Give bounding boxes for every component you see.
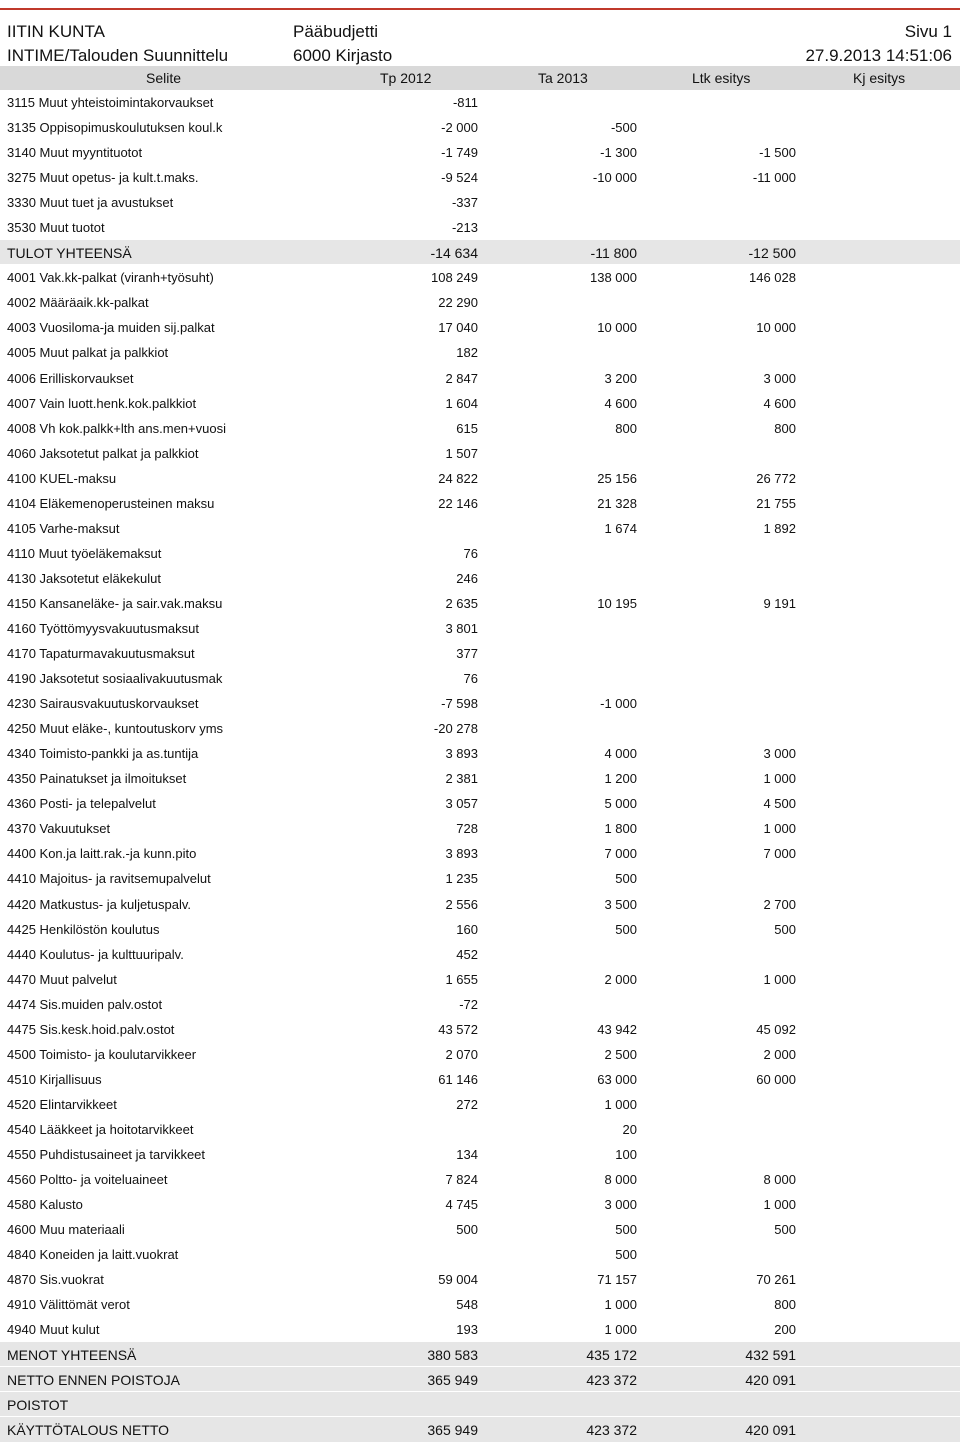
cell-ltk-esitys: 432 591 <box>745 1347 796 1364</box>
table-row <box>0 315 960 340</box>
row-label: 4060 Jaksotetut palkat ja palkkiot <box>7 445 199 461</box>
row-label: 4005 Muut palkat ja palkkiot <box>7 345 169 361</box>
row-label: 4520 Elintarvikkeet <box>7 1096 117 1112</box>
cell-tp2012: 7 824 <box>445 1172 478 1188</box>
row-label: 4150 Kansaneläke- ja sair.vak.maksu <box>7 595 223 611</box>
column-header-row <box>0 66 960 90</box>
row-label: 4104 Eläkemenoperusteinen maksu <box>7 495 215 511</box>
cell-ltk-esitys: 3 000 <box>763 370 796 386</box>
cell-ta2013: -1 000 <box>600 696 637 712</box>
table-row <box>0 1217 960 1242</box>
report-datetime: 27.9.2013 14:51:06 <box>805 46 952 65</box>
department-name: INTIME/Talouden Suunnittelu <box>7 46 229 65</box>
cell-ltk-esitys: 1 892 <box>763 520 796 536</box>
cell-tp2012: 246 <box>456 570 478 586</box>
cell-tp2012: 272 <box>456 1096 478 1112</box>
cell-tp2012: 108 249 <box>431 270 478 286</box>
table-row <box>0 1142 960 1167</box>
cell-tp2012: 24 822 <box>438 470 478 486</box>
cell-ta2013: 25 156 <box>597 470 637 486</box>
table-row <box>0 416 960 441</box>
cell-ta2013: 10 195 <box>597 595 637 611</box>
row-label: 4350 Painatukset ja ilmoitukset <box>7 771 187 787</box>
row-label: 4160 Työttömyysvakuutusmaksut <box>7 620 199 636</box>
table-row <box>0 1317 960 1342</box>
table-row <box>0 290 960 315</box>
row-label: 4870 Sis.vuokrat <box>7 1272 104 1288</box>
table-row <box>0 1042 960 1067</box>
cell-ltk-esitys: 10 000 <box>756 320 796 336</box>
cell-ta2013: 1 000 <box>604 1297 637 1313</box>
cell-tp2012: 1 655 <box>445 971 478 987</box>
table-row <box>0 741 960 766</box>
cell-tp2012: 17 040 <box>438 320 478 336</box>
report-title: Pääbudjetti <box>293 22 379 41</box>
row-label: 4360 Posti- ja telepalvelut <box>7 796 156 812</box>
table-row <box>0 716 960 741</box>
row-label: 3530 Muut tuotot <box>7 220 105 236</box>
cell-ta2013: 20 <box>622 1121 637 1137</box>
table-row <box>0 466 960 491</box>
cell-tp2012: -20 278 <box>433 721 478 737</box>
cell-ltk-esitys: 2 700 <box>763 896 796 912</box>
cell-ta2013: 1 000 <box>604 1096 637 1112</box>
cell-tp2012: -1 749 <box>441 145 478 161</box>
table-row <box>0 165 960 190</box>
cell-ta2013: 3 200 <box>604 370 637 386</box>
cell-tp2012: 2 635 <box>445 595 478 611</box>
cell-ltk-esitys: 420 091 <box>745 1422 796 1439</box>
table-row <box>0 90 960 115</box>
cell-ta2013: 1 800 <box>604 821 637 837</box>
cell-tp2012: -811 <box>452 95 478 110</box>
cell-tp2012: 4 745 <box>445 1197 478 1213</box>
cell-ta2013: 71 157 <box>597 1272 637 1288</box>
col-header-ltk: Ltk esitys <box>692 70 751 86</box>
cell-ltk-esitys: -12 500 <box>748 245 796 262</box>
row-label: MENOT YHTEENSÄ <box>7 1347 137 1364</box>
cell-tp2012: -2 000 <box>441 120 478 136</box>
cell-ltk-esitys: 2 000 <box>763 1046 796 1062</box>
col-header-tp2012: Tp 2012 <box>380 70 432 86</box>
row-label: 4420 Matkustus- ja kuljetuspalv. <box>7 896 192 912</box>
cell-ltk-esitys: -11 000 <box>752 170 796 186</box>
row-label: 4003 Vuosiloma-ja muiden sij.palkat <box>7 320 215 336</box>
table-row <box>0 541 960 566</box>
row-label: 4008 Vh kok.palkk+lth ans.men+vuosi <box>7 420 226 436</box>
cell-ta2013: 100 <box>615 1146 637 1162</box>
cell-ta2013: 10 000 <box>597 320 637 336</box>
cell-ta2013: 423 372 <box>586 1422 637 1439</box>
cell-ltk-esitys: 500 <box>774 1222 796 1238</box>
cell-ltk-esitys: 1 000 <box>763 1197 796 1213</box>
cell-ltk-esitys: 60 000 <box>756 1071 796 1087</box>
budget-table <box>0 90 960 1443</box>
cell-ta2013: -11 800 <box>590 245 637 262</box>
row-label: 4250 Muut eläke-, kuntoutuskorv yms <box>7 721 224 737</box>
row-label: 4190 Jaksotetut sosiaalivakuutusmak <box>7 671 223 687</box>
table-row <box>0 516 960 541</box>
page-number: Sivu 1 <box>904 22 952 41</box>
cell-tp2012: 193 <box>456 1322 478 1338</box>
row-label: KÄYTTÖTALOUS NETTO <box>7 1422 170 1439</box>
cell-ltk-esitys: 500 <box>774 921 796 937</box>
row-label: 4474 Sis.muiden palv.ostot <box>7 996 163 1012</box>
cell-ltk-esitys: 9 191 <box>763 595 796 611</box>
cell-tp2012: -337 <box>451 195 478 211</box>
row-label: 4560 Poltto- ja voiteluaineet <box>7 1172 168 1188</box>
cell-ltk-esitys: 3 000 <box>763 746 796 762</box>
cell-tp2012: 3 893 <box>445 846 478 862</box>
cell-tp2012: 160 <box>456 921 478 937</box>
cell-ltk-esitys: 7 000 <box>763 846 796 862</box>
table-row <box>0 1267 960 1292</box>
cell-tp2012: 365 949 <box>427 1422 478 1439</box>
table-row <box>0 1242 960 1267</box>
cell-tp2012: 61 146 <box>438 1071 478 1087</box>
table-row <box>0 215 960 240</box>
cell-tp2012: 59 004 <box>438 1272 478 1288</box>
row-label: 3135 Oppisopimuskoulutuksen koul.k <box>7 120 223 136</box>
cell-ta2013: 5 000 <box>604 796 637 812</box>
cell-tp2012: 3 893 <box>445 746 478 762</box>
row-label: 3275 Muut opetus- ja kult.t.maks. <box>7 170 199 186</box>
table-row <box>0 1067 960 1092</box>
cell-ltk-esitys: 800 <box>774 1297 796 1313</box>
table-total-row <box>0 1392 960 1417</box>
table-row <box>0 866 960 891</box>
table-row <box>0 491 960 516</box>
cell-tp2012: 43 572 <box>438 1021 478 1037</box>
cell-ta2013: 2 000 <box>604 971 637 987</box>
table-row <box>0 340 960 365</box>
table-row <box>0 591 960 616</box>
cell-tp2012: 22 146 <box>438 495 478 511</box>
table-row <box>0 1167 960 1192</box>
table-row <box>0 791 960 816</box>
cell-tp2012: 2 847 <box>445 370 478 386</box>
table-row <box>0 366 960 391</box>
cell-ta2013: 4 000 <box>604 746 637 762</box>
table-row <box>0 816 960 841</box>
cell-tp2012: 728 <box>456 821 478 837</box>
cell-tp2012: 76 <box>463 545 478 561</box>
row-label: 4510 Kirjallisuus <box>7 1071 102 1087</box>
table-row <box>0 140 960 165</box>
row-label: 4910 Välittömät verot <box>7 1297 130 1313</box>
table-row <box>0 115 960 140</box>
table-row <box>0 1092 960 1117</box>
cell-tp2012: 22 290 <box>438 295 478 311</box>
cell-tp2012: 548 <box>456 1297 478 1313</box>
row-label: NETTO ENNEN POISTOJA <box>7 1372 180 1389</box>
cell-ta2013: 500 <box>615 921 637 937</box>
table-row <box>0 1117 960 1142</box>
table-row <box>0 992 960 1017</box>
cell-ta2013: -10 000 <box>592 170 637 186</box>
cell-tp2012: -213 <box>451 220 478 236</box>
table-row <box>0 265 960 290</box>
cell-ta2013: 423 372 <box>586 1372 637 1389</box>
row-label: 4425 Henkilöstön koulutus <box>7 921 160 937</box>
row-label: 4410 Majoitus- ja ravitsemupalvelut <box>7 871 211 887</box>
cell-ta2013: 1 200 <box>604 771 637 787</box>
cell-ltk-esitys: 1 000 <box>763 821 796 837</box>
row-label: 3115 Muut yhteistoimintakorvaukset <box>7 95 214 110</box>
cell-tp2012: 380 583 <box>427 1347 478 1364</box>
cell-tp2012: 182 <box>456 345 478 361</box>
table-row <box>0 666 960 691</box>
table-row <box>0 641 960 666</box>
table-row <box>0 391 960 416</box>
row-label: 3140 Muut myyntituotot <box>7 145 143 161</box>
col-header-selite: Selite <box>146 70 182 86</box>
row-label: 3330 Muut tuet ja avustukset <box>7 195 174 211</box>
cell-ta2013: -500 <box>610 120 637 136</box>
cell-ta2013: 3 500 <box>604 896 637 912</box>
cell-ta2013: 21 328 <box>597 495 637 511</box>
cell-tp2012: 1 507 <box>445 445 478 461</box>
cell-ltk-esitys: 146 028 <box>749 270 796 286</box>
table-row <box>0 841 960 866</box>
table-total-row <box>0 1342 960 1367</box>
cell-tp2012: 76 <box>463 671 478 687</box>
cell-ltk-esitys: 1 000 <box>763 771 796 787</box>
row-label: 4340 Toimisto-pankki ja as.tuntija <box>7 746 199 762</box>
table-row <box>0 616 960 641</box>
table-row <box>0 566 960 591</box>
cell-tp2012: 2 556 <box>445 896 478 912</box>
cell-ta2013: 138 000 <box>590 270 637 286</box>
cell-ltk-esitys: 21 755 <box>756 495 796 511</box>
accent-line-right <box>700 8 960 10</box>
table-row <box>0 691 960 716</box>
row-label: POISTOT <box>7 1397 69 1414</box>
row-label: 4110 Muut työeläkemaksut <box>7 545 162 561</box>
table-row <box>0 190 960 215</box>
cell-ta2013: 8 000 <box>604 1172 637 1188</box>
row-label: 4475 Sis.kesk.hoid.palv.ostot <box>7 1021 175 1037</box>
org-name: IITIN KUNTA <box>7 22 105 41</box>
cell-tp2012: 1 235 <box>445 871 478 887</box>
cell-tp2012: -9 524 <box>441 170 478 186</box>
cell-ta2013: 4 600 <box>604 395 637 411</box>
cell-ta2013: 435 172 <box>586 1347 637 1364</box>
row-label: 4130 Jaksotetut eläkekulut <box>7 570 161 586</box>
row-label: 4440 Koulutus- ja kulttuuripalv. <box>7 946 184 962</box>
row-label: 4170 Tapaturmavakuutusmaksut <box>7 646 195 662</box>
row-label: 4105 Varhe-maksut <box>7 520 120 536</box>
cell-ltk-esitys: 420 091 <box>745 1372 796 1389</box>
table-total-row <box>0 240 960 265</box>
cell-tp2012: 3 801 <box>445 620 478 636</box>
cell-ta2013: 1 674 <box>604 520 637 536</box>
cell-ta2013: 500 <box>615 871 637 887</box>
cell-ta2013: 800 <box>615 420 637 436</box>
cell-ltk-esitys: 1 000 <box>763 971 796 987</box>
row-label: 4550 Puhdistusaineet ja tarvikkeet <box>7 1146 206 1162</box>
cell-tp2012: -72 <box>459 996 478 1012</box>
row-label: 4001 Vak.kk-palkat (viranh+työsuht) <box>7 270 214 286</box>
unit-name: 6000 Kirjasto <box>293 46 393 65</box>
cell-tp2012: 2 381 <box>445 771 478 787</box>
cell-ltk-esitys: 70 261 <box>756 1272 796 1288</box>
row-label: 4940 Muut kulut <box>7 1322 100 1338</box>
cell-tp2012: 3 057 <box>445 796 478 812</box>
cell-ta2013: 500 <box>615 1222 637 1238</box>
col-header-kj: Kj esitys <box>853 70 906 86</box>
row-label: 4100 KUEL-maksu <box>7 470 117 486</box>
cell-ltk-esitys: 26 772 <box>756 470 796 486</box>
row-label: 4400 Kon.ja laitt.rak.-ja kunn.pito <box>7 846 197 862</box>
cell-ta2013: 7 000 <box>604 846 637 862</box>
cell-ta2013: 43 942 <box>597 1021 637 1037</box>
cell-tp2012: 377 <box>456 646 478 662</box>
table-row <box>0 942 960 967</box>
cell-tp2012: 1 604 <box>445 395 478 411</box>
cell-ltk-esitys: 200 <box>774 1322 796 1338</box>
table-total-row <box>0 1417 960 1442</box>
cell-ta2013: 63 000 <box>597 1071 637 1087</box>
cell-ltk-esitys: 4 500 <box>763 796 796 812</box>
cell-tp2012: 2 070 <box>445 1046 478 1062</box>
cell-ta2013: 500 <box>615 1247 637 1263</box>
row-label: TULOT YHTEENSÄ <box>7 245 132 262</box>
row-label: 4580 Kalusto <box>7 1197 83 1213</box>
row-label: 4370 Vakuutukset <box>7 821 111 837</box>
table-row <box>0 441 960 466</box>
table-total-row <box>0 1367 960 1392</box>
cell-ta2013: -1 300 <box>600 145 637 161</box>
row-label: 4230 Sairausvakuutuskorvaukset <box>7 696 199 712</box>
row-label: 4840 Koneiden ja laitt.vuokrat <box>7 1247 179 1263</box>
cell-tp2012: 500 <box>456 1222 478 1238</box>
table-row <box>0 1192 960 1217</box>
table-row <box>0 1017 960 1042</box>
row-label: 4540 Lääkkeet ja hoitotarvikkeet <box>7 1121 194 1137</box>
cell-tp2012: -7 598 <box>441 696 478 712</box>
cell-ta2013: 2 500 <box>604 1046 637 1062</box>
top-accent-line <box>0 0 960 12</box>
row-label: 4006 Erilliskorvaukset <box>7 370 134 386</box>
row-label: 4002 Määräaik.kk-palkat <box>7 295 149 311</box>
table-row <box>0 917 960 942</box>
cell-tp2012: 452 <box>456 946 478 962</box>
cell-ta2013: 1 000 <box>604 1322 637 1338</box>
table-row <box>0 892 960 917</box>
cell-ltk-esitys: 4 600 <box>763 395 796 411</box>
row-label: 4500 Toimisto- ja koulutarvikkeer <box>7 1046 197 1062</box>
cell-ta2013: 3 000 <box>604 1197 637 1213</box>
row-label: 4600 Muu materiaali <box>7 1222 125 1238</box>
cell-ltk-esitys: 8 000 <box>763 1172 796 1188</box>
table-row <box>0 1292 960 1317</box>
cell-tp2012: 134 <box>456 1146 478 1162</box>
cell-ltk-esitys: 800 <box>774 420 796 436</box>
row-label: 4470 Muut palvelut <box>7 971 117 987</box>
col-header-ta2013: Ta 2013 <box>538 70 588 86</box>
table-row <box>0 766 960 791</box>
cell-ltk-esitys: 45 092 <box>756 1021 796 1037</box>
cell-tp2012: -14 634 <box>430 245 478 262</box>
cell-ltk-esitys: -1 500 <box>759 145 796 161</box>
cell-tp2012: 615 <box>456 420 478 436</box>
table-row <box>0 967 960 992</box>
row-label: 4007 Vain luott.henk.kok.palkkiot <box>7 395 197 411</box>
cell-tp2012: 365 949 <box>427 1372 478 1389</box>
